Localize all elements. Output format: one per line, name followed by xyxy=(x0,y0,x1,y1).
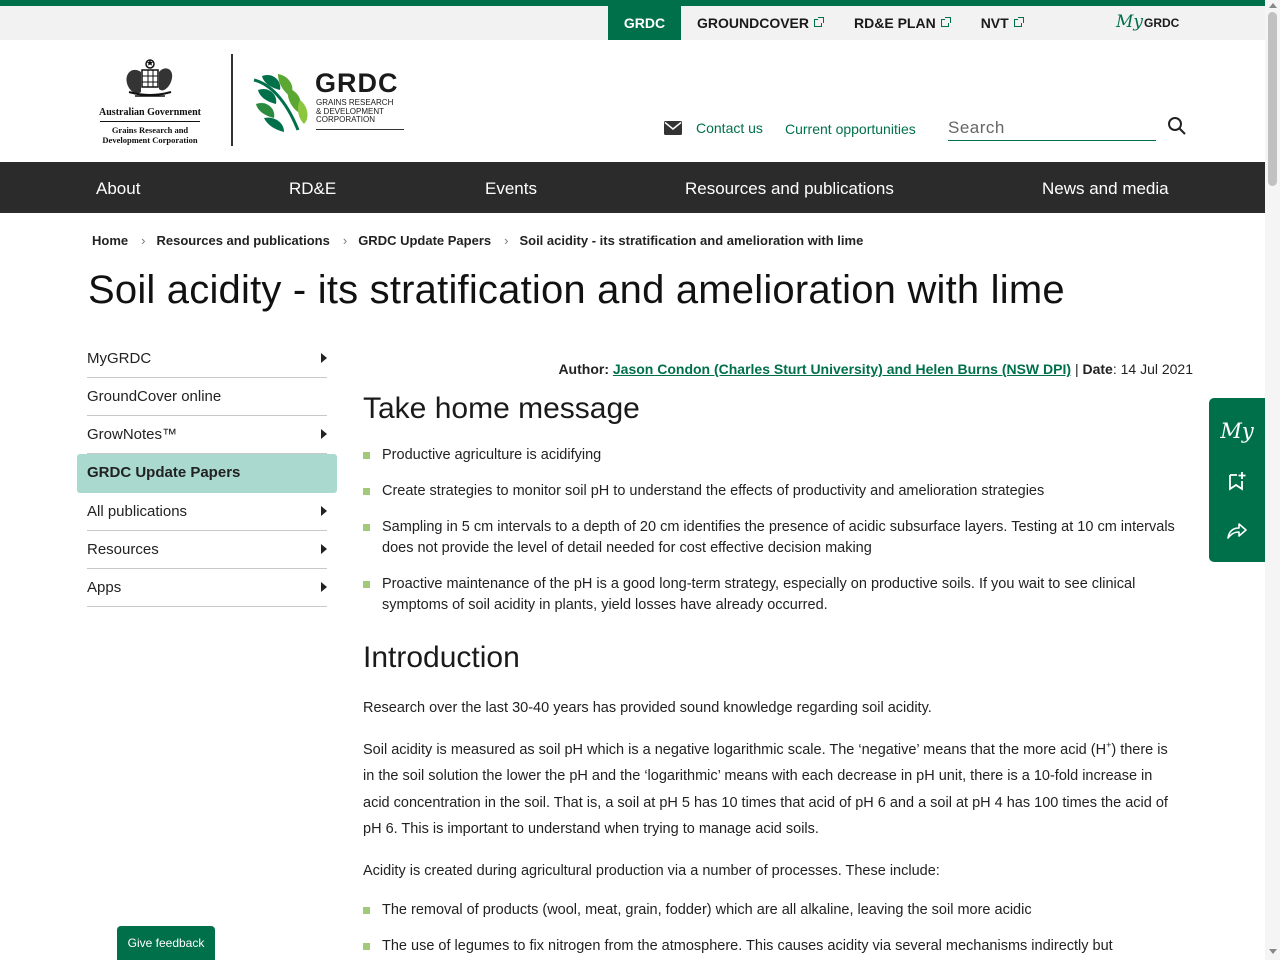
list-item: Create strategies to monitor soil pH to understand the effects of productivity and amelioration strategies xyxy=(363,481,1178,502)
list-item: Sampling in 5 cm intervals to a depth of 20 cm identifies the presence of acidic subsurface layers. Testing at 10 cm intervals does not provide the level of detail needed for cost effective decision making xyxy=(363,517,1178,559)
logo-divider xyxy=(231,54,233,146)
chevron-right-icon[interactable] xyxy=(321,506,327,516)
chevron-right-icon[interactable] xyxy=(321,429,327,439)
breadcrumb-resources[interactable]: Resources and publications xyxy=(156,233,330,248)
chevron-right-icon[interactable] xyxy=(321,544,327,554)
external-link-icon xyxy=(1014,19,1022,27)
main-nav-news-media[interactable]: News and media xyxy=(1042,179,1169,198)
sidebar-item-label: GrowNotes™ xyxy=(87,426,178,443)
contact-us-label: Contact us xyxy=(696,120,763,136)
bookmark-add-icon xyxy=(1227,471,1247,491)
grdc-logo-rule xyxy=(316,129,404,130)
mygrdc-tool-button[interactable] xyxy=(1209,406,1265,456)
gov-rule xyxy=(100,121,200,122)
process-list xyxy=(363,900,1178,960)
chevron-right-icon[interactable] xyxy=(321,353,327,363)
main-nav-about[interactable]: About xyxy=(96,179,141,198)
grdc-sub-line2: & DEVELOPMENT xyxy=(316,106,385,116)
breadcrumb-separator: › xyxy=(342,233,348,248)
scroll-up-icon[interactable] xyxy=(1269,3,1277,8)
sidebar-item-label: Resources xyxy=(87,541,159,558)
external-link-icon xyxy=(814,19,822,27)
breadcrumb-home[interactable]: Home xyxy=(92,233,129,248)
date-label: Date xyxy=(1082,361,1113,377)
grdc-sub-line1: GRAINS RESEARCH xyxy=(316,98,394,107)
intro-paragraph-3: Acidity is created during agricultural production via a number of processes. These include: xyxy=(363,863,940,879)
main-nav-rde[interactable]: RD&E xyxy=(289,179,337,198)
mygrdc-tool-label: My xyxy=(1220,419,1254,443)
sidebar-item-grownotes[interactable] xyxy=(87,416,327,454)
take-home-list xyxy=(363,445,1178,631)
contact-us-link[interactable] xyxy=(664,120,763,136)
envelope-icon xyxy=(664,121,682,135)
take-home-heading: Take home message xyxy=(363,392,640,425)
mygrdc-script-text: My xyxy=(1116,12,1144,32)
mygrdc-text: GRDC xyxy=(1144,16,1180,30)
sidebar-nav xyxy=(87,340,327,607)
breadcrumb-update-papers[interactable]: GRDC Update Papers xyxy=(358,233,492,248)
sidebar-item-label: GRDC Update Papers xyxy=(87,464,241,481)
main-nav xyxy=(0,162,1265,213)
author-line xyxy=(558,361,1193,377)
gov-agency-line1: Grains Research and xyxy=(111,125,189,135)
intro-p2-text-a: Soil acidity is measured as soil pH which is a negative logarithmic scale. The ‘negative’ means that the more acid (H xyxy=(363,742,1107,758)
sidebar-item-mygrdc[interactable] xyxy=(87,340,327,378)
list-item: The removal of products (wool, meat, grain, fodder) which are all alkaline, leaving the soil more acidic xyxy=(363,900,1178,921)
external-link-icon xyxy=(941,19,949,27)
utility-nav xyxy=(608,6,1038,40)
breadcrumb-current: Soil acidity - its stratification and amelioration with lime xyxy=(519,233,864,248)
intro-p2-superscript: + xyxy=(1106,740,1112,751)
author-label: Author: xyxy=(558,361,609,377)
utility-nav-groundcover[interactable]: GROUNDCOVER xyxy=(681,6,838,40)
gov-agency-line2: Development Corporation xyxy=(102,135,198,145)
sidebar-item-label: All publications xyxy=(87,503,188,520)
sidebar-item-groundcover-online[interactable] xyxy=(87,378,327,416)
main-nav-events[interactable]: Events xyxy=(485,179,537,198)
sidebar-item-all-publications[interactable] xyxy=(87,493,327,531)
intro-p2-text-b: ) there is in the soil solution the lower the pH and the ‘logarithmic’ means with each decrease in pH unit, there is a 10-fold increase in acid concentration in the soil. That is, a soil at pH 5 has 10 times that acid of pH 6 and a soil at pH 4 has 100 times the acid of pH 6. This is important to understand when trying to manage acid soils. xyxy=(363,742,1168,837)
current-opportunities-link[interactable]: Current opportunities xyxy=(785,121,916,137)
date-value: : 14 Jul 2021 xyxy=(1112,361,1193,377)
list-item: Productive agriculture is acidifying xyxy=(363,445,1178,466)
share-button[interactable] xyxy=(1209,506,1265,556)
site-header xyxy=(0,40,1265,162)
grdc-subtitle xyxy=(316,99,406,125)
wheat-leaf-icon xyxy=(252,70,314,136)
sidebar-item-resources[interactable] xyxy=(87,531,327,569)
author-date-separator: | xyxy=(1074,361,1079,377)
chevron-right-icon[interactable] xyxy=(321,582,327,592)
utility-nav-rde-plan[interactable]: RD&E PLAN xyxy=(838,6,965,40)
sidebar-item-apps[interactable] xyxy=(87,569,327,607)
sidebar-item-grdc-update-papers[interactable] xyxy=(77,454,337,493)
breadcrumb-separator: › xyxy=(504,233,509,248)
list-item: Proactive maintenance of the pH is a good long-term strategy, especially on productive soils. If you wait to see clinical symptoms of soil acidity in plants, yield losses have already occurred. xyxy=(363,574,1178,616)
introduction-heading: Introduction xyxy=(363,641,520,674)
grdc-logo[interactable] xyxy=(252,68,412,134)
sidebar-item-label: GroundCover online xyxy=(87,388,222,405)
share-icon xyxy=(1227,522,1247,540)
save-bookmark-button[interactable] xyxy=(1209,456,1265,506)
intro-paragraph-2 xyxy=(363,737,1178,842)
grdc-sub-line3: CORPORATION xyxy=(316,115,375,124)
sidebar-item-label: MyGRDC xyxy=(87,350,152,367)
breadcrumb xyxy=(92,233,863,248)
australian-government-logo[interactable] xyxy=(96,58,204,145)
scroll-down-icon[interactable] xyxy=(1269,949,1277,954)
page-title: Soil acidity - its stratification and amelioration with lime xyxy=(88,268,1065,312)
intro-paragraph-1: Research over the last 30-40 years has provided sound knowledge regarding soil acidity. xyxy=(363,700,932,716)
give-feedback-button[interactable]: Give feedback xyxy=(117,926,215,960)
main-nav-resources-publications[interactable]: Resources and publications xyxy=(685,179,894,198)
sidebar-item-label: Apps xyxy=(87,579,122,596)
gov-title: Australian Government xyxy=(99,107,201,118)
list-item: The use of legumes to fix nitrogen from the atmosphere. This causes acidity via several mechanisms indirectly but xyxy=(363,936,1178,957)
floating-tools xyxy=(1209,398,1265,562)
search-button[interactable] xyxy=(1166,116,1188,138)
scrollbar-thumb[interactable] xyxy=(1268,12,1277,186)
author-link[interactable]: Jason Condon (Charles Sturt University) and Helen Burns (NSW DPI) xyxy=(612,361,1072,377)
search-icon xyxy=(1167,116,1187,136)
breadcrumb-separator: › xyxy=(141,233,146,248)
coat-of-arms-icon xyxy=(121,58,179,100)
utility-nav-nvt[interactable]: NVT xyxy=(965,6,1038,40)
search-input[interactable] xyxy=(948,116,1156,141)
grdc-wordmark: GRDC xyxy=(315,68,399,98)
mygrdc-link[interactable] xyxy=(1116,12,1179,32)
utility-nav-grdc[interactable]: GRDC xyxy=(608,6,681,40)
